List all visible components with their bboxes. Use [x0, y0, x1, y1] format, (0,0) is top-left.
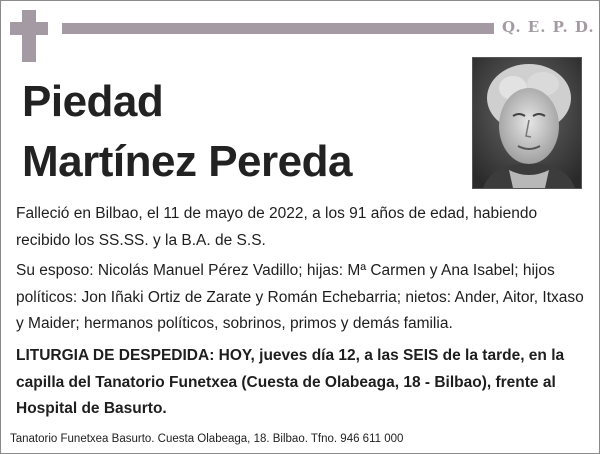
header-rule [62, 23, 494, 34]
death-announcement: Falleció en Bilbao, el 11 de mayo de 2022, a los 91 años de edad, habiendo recibido los SS.SS. y la B.A. de S.S. [16, 205, 538, 249]
deceased-surnames: Martínez Pereda [22, 137, 352, 186]
funeral-home-info: Tanatorio Funetxea Basurto. Cuesta Olabeaga, 18. Bilbao. Tfno. 946 611 000 [10, 433, 404, 445]
qepd-label: Q. E. P. D. [502, 18, 595, 36]
portrait-photo [472, 57, 582, 189]
deceased-first-name: Piedad [22, 77, 164, 126]
farewell-liturgy: LITURGIA DE DESPEDIDA: HOY, jueves día 12, a las SEIS de la tarde, en la capilla del Tanatorio Funetxea (Cuesta de Olabeaga, 18 - Bilbao), frente al Hospital de Basurto. [16, 347, 565, 417]
family-list: Su esposo: Nicolás Manuel Pérez Vadillo; hijas: Mª Carmen y Ana Isabel; hijos políticos: Jon Iñaki Ortiz de Zarate y Román Echebarria; nietos: Ander, Aitor, Itxaso y Maider; hermanos políticos, sobrinos, primos y demás familia. [16, 262, 584, 332]
